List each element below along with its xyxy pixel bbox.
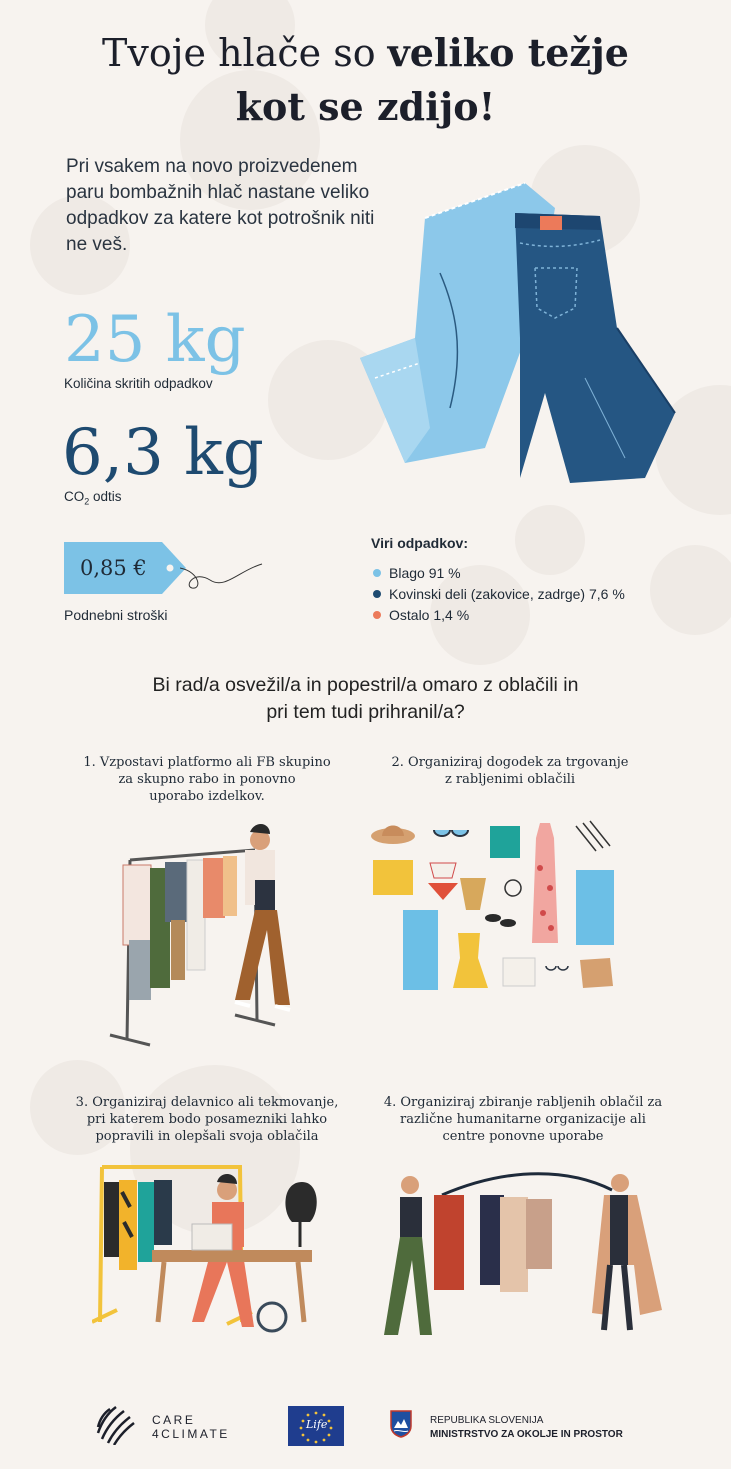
clothing-donation-illustration [372, 1165, 672, 1340]
source-item: Ostalo 1,4 % [373, 607, 469, 623]
co2-label: $CO_2$ odtis [64, 489, 122, 507]
slovenia-coat-of-arms-icon [390, 1410, 412, 1438]
life-logo-text: Life [306, 1418, 328, 1431]
bg-circle [650, 545, 731, 635]
waste-label: Količina skritih odpadkov [64, 376, 213, 391]
sources-title: Viri odpadkov: [371, 535, 468, 551]
intro-text: Pri vsakem na novo proizvedenem paru bombažnih hlač nastane veliko odpadkov za katere kot potrošnik niti ne veš. [66, 156, 375, 255]
question-heading: Bi rad/a osvežil/a in popestril/a omaro z oblačili in pri tem tudi prihranil/a? [152, 674, 579, 723]
bullet-icon [373, 590, 381, 598]
step-4-text: 4. Organiziraj zbiranje rabljenih oblačil za različne humanitarne organizacije ali centre ponovne uporabe [383, 1095, 663, 1144]
tag-string-icon [180, 560, 265, 595]
cost-value: 0,85 € [80, 556, 147, 580]
care-logo-text: CARE 4CLIMATE [152, 1413, 230, 1441]
page-title: Tvoje hlače so veliko težje kot se zdijo! [102, 30, 629, 129]
clothes-rack-illustration [105, 820, 320, 1050]
source-item: Blago 91 % [373, 565, 461, 581]
government-logo-text: REPUBLIKA SLOVENIJA MINISTRSTVO ZA OKOLJE IN PROSTOR [430, 1415, 623, 1440]
step-2-text: 2. Organiziraj dogodek za trgovanje z rabljenimi oblačili [391, 755, 629, 787]
bullet-icon [373, 569, 381, 577]
care4climate-logo-icon [94, 1403, 136, 1445]
co2-value: 6,3 kg [62, 416, 264, 490]
bullet-icon [373, 611, 381, 619]
sewing-workshop-illustration [92, 1162, 337, 1357]
cost-label: Podnebni stroški [64, 607, 168, 623]
step-1-text: 1. Vzpostavi platformo ali FB skupino za skupno rabo in ponovno uporabo izdelkov. [83, 755, 331, 804]
bg-circle [515, 505, 585, 575]
clothes-items-illustration [368, 818, 618, 998]
waste-value: 25 kg [64, 303, 246, 377]
step-3-text: 3. Organiziraj delavnico ali tekmovanje, pri katerem bodo posamezniki lahko popravili in olepšali svoja oblačila [75, 1095, 339, 1144]
jeans-illustration [355, 178, 680, 483]
source-item: Kovinski deli (zakovice, zadrge) 7,6 % [373, 586, 625, 602]
